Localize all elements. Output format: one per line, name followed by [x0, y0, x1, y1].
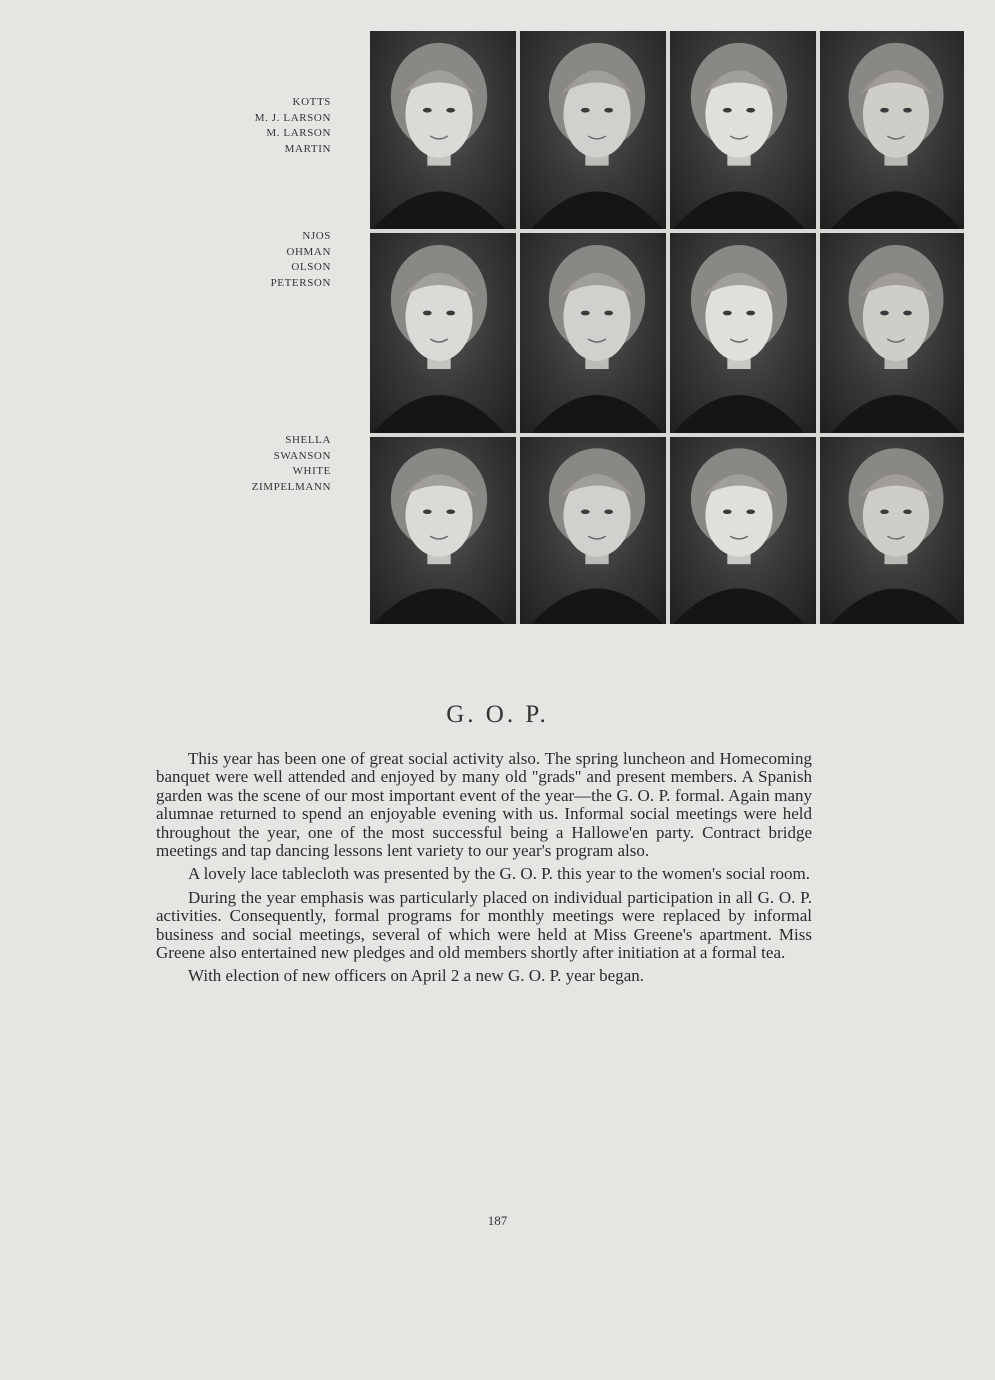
portrait-grid	[370, 31, 964, 624]
portrait-photo	[520, 437, 666, 624]
page-title: G. O. P.	[446, 701, 549, 728]
member-name: OLSON	[291, 261, 331, 273]
portrait-photo	[520, 233, 666, 433]
member-name: M. LARSON	[266, 127, 331, 139]
member-name: SWANSON	[273, 449, 331, 462]
name-list-row-3	[171, 433, 331, 495]
name-list-row-1	[171, 95, 331, 157]
portrait-photo	[520, 31, 666, 229]
page-number: 187	[487, 1213, 508, 1228]
paragraph: During the year emphasis was particularly placed on individual participation in all G. O. P. activities. Consequently, formal programs for monthly meetings were replaced by informal business and social meetings, several of which were held at Miss Greene's apartment. Miss Greene also entertained new pledges and old members shortly after initiation at a formal tea.	[156, 887, 812, 963]
name-list-row-2	[171, 229, 331, 291]
portrait-photo	[670, 437, 816, 624]
portrait-photo	[670, 31, 816, 229]
article-body	[156, 750, 812, 991]
portrait-photo	[820, 233, 964, 433]
portrait-photo	[820, 437, 964, 624]
member-name: PETERSON	[270, 276, 331, 289]
portrait-photo	[370, 31, 516, 229]
member-name: M. J. LARSON	[254, 111, 331, 124]
member-name: SHELLA	[285, 434, 331, 446]
member-name: NJOS	[302, 230, 331, 242]
portrait-photo	[670, 233, 816, 433]
paragraph: With election of new officers on April 2 a new G. O. P. year began.	[188, 966, 644, 986]
paragraph: A lovely lace tablecloth was presented by the G. O. P. this year to the women's social room.	[188, 864, 811, 884]
portrait-photo	[820, 31, 964, 229]
member-name: OHMAN	[286, 245, 331, 258]
paragraph: This year has been one of great social activity also. The spring luncheon and Homecoming banquet were well attended and enjoyed by many old ''grads'' and present members. A Spanish garden was the scene of our most important event of the year—the G. O. P. formal. Again many alumnae returned to spend an enjoyable evening with us. Informal social meetings were held throughout the year, one of the most successful being a Hallowe'en party. Contract bridge meetings and tap dancing lessons lent variety to our year's program also.	[156, 749, 812, 861]
member-name: KOTTS	[292, 96, 331, 108]
member-name: WHITE	[292, 465, 331, 477]
portrait-photo	[370, 437, 516, 624]
member-name: ZIMPELMANN	[251, 480, 331, 493]
portrait-photo	[370, 233, 516, 433]
member-name: MARTIN	[284, 142, 331, 155]
